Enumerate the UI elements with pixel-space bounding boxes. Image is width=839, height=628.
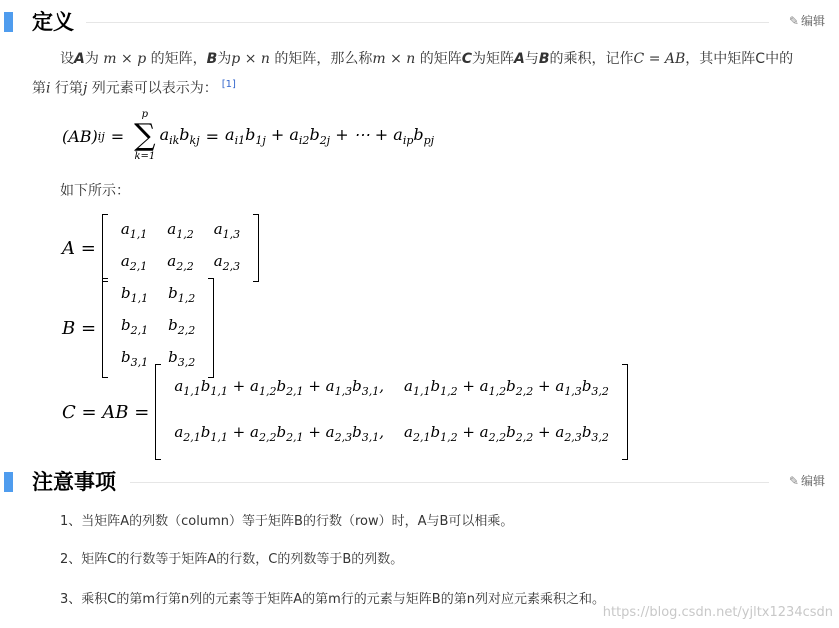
term-a: $a_{ik}b_{kj}$ bbox=[159, 124, 200, 148]
sigma-icon: ∑ bbox=[134, 118, 156, 153]
pencil-icon: ✎ bbox=[788, 474, 799, 488]
matrix-a-label: A = bbox=[62, 237, 96, 259]
section-accent-bar bbox=[4, 472, 13, 492]
symbol: B bbox=[538, 51, 550, 67]
text: 为 bbox=[217, 51, 232, 67]
matrix-cell: $a_{1,1}b_{1,1} + a_{1,2}b_{2,1} + a_{1,3}b_{3,1}$, bbox=[174, 377, 385, 398]
equals-sign-2: = bbox=[205, 126, 220, 146]
edit-label: 编辑 bbox=[800, 474, 825, 488]
matrix-c-body bbox=[155, 364, 628, 460]
edit-label: 编辑 bbox=[800, 14, 825, 28]
text: 与 bbox=[524, 51, 539, 67]
text: 行第 bbox=[50, 80, 83, 97]
symbol: A bbox=[514, 51, 525, 67]
math: i bbox=[46, 80, 51, 97]
watermark: https://blog.csdn.net/yjltx1234csdn bbox=[602, 605, 833, 620]
section-accent-bar bbox=[4, 12, 13, 32]
text: 为 bbox=[84, 51, 99, 67]
pencil-icon: ✎ bbox=[788, 14, 799, 28]
matrix-b-body bbox=[102, 278, 214, 378]
section-header-definition bbox=[0, 8, 839, 38]
text: 的矩阵 bbox=[415, 51, 462, 67]
text: 设 bbox=[60, 51, 74, 67]
matrix-cell: $a_{1,1}$ bbox=[120, 220, 148, 241]
matrix-c-label: C = AB = bbox=[62, 401, 150, 423]
matrix-cell: $a_{1,1}b_{1,2} + a_{1,2}b_{2,2} + a_{1,3}b_{3,2}$ bbox=[404, 377, 609, 398]
text: 的矩阵， bbox=[146, 51, 207, 67]
edit-link[interactable] bbox=[789, 473, 825, 489]
element-formula bbox=[62, 110, 434, 162]
formula-lhs-sub: ij bbox=[97, 129, 105, 143]
text: 如下所示： bbox=[60, 183, 130, 199]
reference-link[interactable]: [1] bbox=[221, 79, 236, 90]
matrix-cell: $b_{1,2}$ bbox=[168, 284, 196, 305]
sum-upper-limit: p bbox=[141, 109, 149, 120]
equals-sign: = bbox=[110, 126, 125, 146]
matrix-c bbox=[62, 364, 628, 460]
section-divider bbox=[130, 482, 769, 483]
text: 为矩阵 bbox=[472, 51, 515, 67]
note-item: 3、乘积C的第m行第n列的元素等于矩阵A的第m行的元素与矩阵B的第n列对应元素乘积之和。 bbox=[60, 592, 605, 607]
symbol: A bbox=[74, 51, 85, 67]
matrix-cell: $a_{1,3}$ bbox=[213, 220, 241, 241]
matrix-cell: $b_{3,1}$ bbox=[121, 348, 149, 369]
sum-lower-limit: k=1 bbox=[134, 151, 156, 162]
matrix-cell: $b_{1,1}$ bbox=[121, 284, 149, 305]
math: m × n bbox=[372, 51, 416, 67]
matrix-cell: $a_{2,1}$ bbox=[120, 252, 148, 273]
math: p × n bbox=[231, 51, 270, 67]
formula-lhs: (AB) bbox=[62, 126, 98, 146]
sum-operator bbox=[134, 110, 155, 162]
symbol: B bbox=[206, 51, 218, 67]
matrix-cell: $a_{2,2}$ bbox=[167, 252, 194, 273]
expansion: $a_{i1}b_{1j} + a_{i2}b_{2j}$ + ⋯ + $a_{ip}b_{pj}$ bbox=[225, 124, 435, 148]
section-title: 定义 bbox=[32, 10, 74, 34]
math: j bbox=[82, 80, 88, 97]
text: 列元素可以表示为： bbox=[87, 80, 218, 97]
matrix-cell: $b_{2,1}$ bbox=[121, 316, 149, 337]
note-item: 2、矩阵C的行数等于矩阵A的行数，C的列数等于B的列数。 bbox=[60, 552, 404, 567]
math: C = AB bbox=[633, 51, 686, 67]
note-item: 1、当矩阵A的列数（column）等于矩阵B的行数（row）时，A与B可以相乘。 bbox=[60, 514, 514, 529]
text: ，其中矩阵C中的 bbox=[685, 51, 794, 67]
matrix-b bbox=[62, 278, 214, 378]
matrix-cell: $b_{2,2}$ bbox=[168, 316, 196, 337]
matrix-cell: $a_{2,1}b_{1,1} + a_{2,2}b_{2,1} + a_{2,3}b_{3,1}$, bbox=[174, 423, 385, 444]
text: 的矩阵，那么称 bbox=[269, 51, 373, 67]
text: 第 bbox=[32, 80, 46, 97]
matrix-b-label: B = bbox=[62, 317, 97, 339]
math: m × p bbox=[103, 51, 147, 67]
symbol: C bbox=[461, 51, 473, 67]
section-header-notes bbox=[0, 468, 839, 498]
matrix-cell: $a_{2,3}$ bbox=[213, 252, 241, 273]
matrix-cell: $a_{1,2}$ bbox=[167, 220, 194, 241]
section-title: 注意事项 bbox=[32, 470, 116, 494]
edit-link[interactable] bbox=[789, 13, 825, 29]
matrix-a bbox=[62, 214, 259, 282]
definition-paragraph bbox=[32, 46, 822, 102]
matrix-cell: $b_{3,2}$ bbox=[168, 348, 196, 369]
matrix-a-body bbox=[102, 214, 259, 282]
matrix-cell: $a_{2,1}b_{1,2} + a_{2,2}b_{2,2} + a_{2,3}b_{3,2}$ bbox=[404, 423, 609, 444]
text: 的乘积，记作 bbox=[549, 51, 634, 67]
section-divider bbox=[86, 22, 769, 23]
as-shown-text bbox=[60, 178, 360, 204]
